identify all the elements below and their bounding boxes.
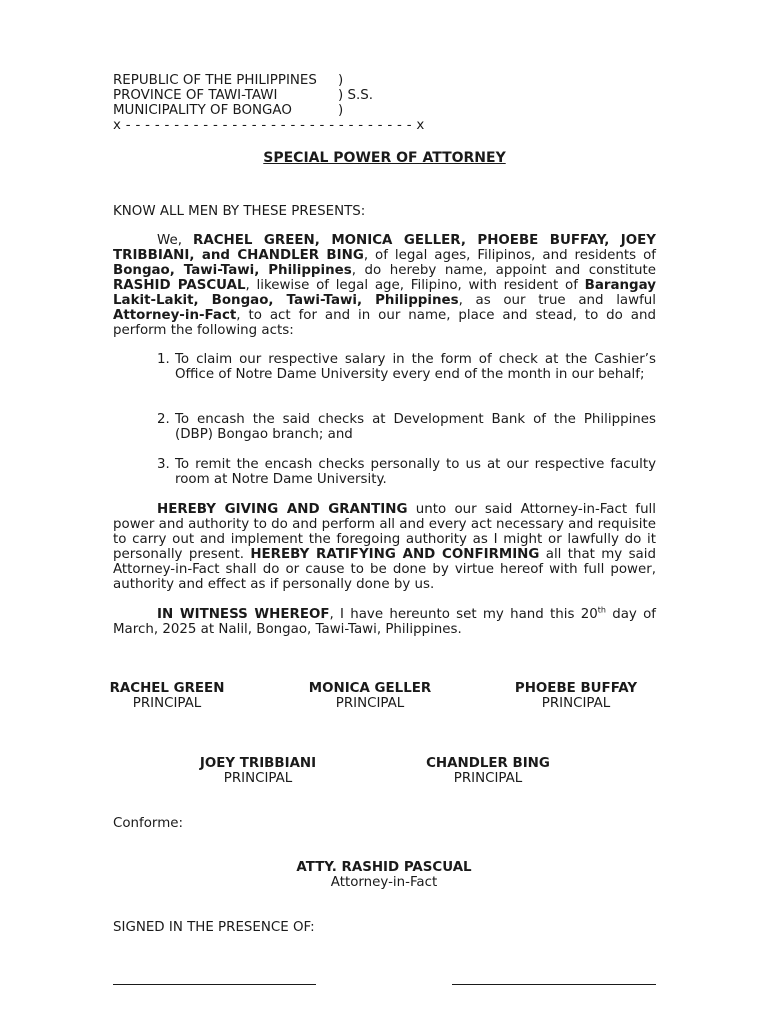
header-province (113, 88, 443, 103)
ratifying-phrase: HEREBY RATIFYING AND CONFIRMING (250, 547, 540, 562)
appointment-paragraph (113, 233, 656, 338)
witness-signature-line (113, 984, 316, 985)
signatory-role: PRINCIPAL (453, 771, 523, 786)
opening-line: KNOW ALL MEN BY THESE PRESENTS: (113, 204, 366, 219)
granting-phrase: HEREBY GIVING AND GRANTING (157, 502, 408, 517)
para1-text-3: , do hereby name, appoint and constitute (351, 263, 656, 278)
municipality-label: MUNICIPALITY OF BONGAO (113, 103, 292, 118)
act-item (157, 412, 656, 442)
attorney-signature-block (284, 860, 484, 890)
republic-label: REPUBLIC OF THE PHILIPPINES (113, 73, 317, 88)
conforme-label: Conforme: (113, 816, 183, 831)
attorney-name: ATTY. RASHID PASCUAL (296, 860, 472, 875)
signature-block (158, 756, 358, 786)
act-text: To encash the said checks at Development Bank of the Philippines (DBP) Bongao branch; and (175, 412, 656, 442)
para1-text-4: , likewise of legal age, Filipino, with resident of (245, 278, 585, 293)
para1-text-5: , as our true and lawful (458, 293, 656, 308)
signatory-role: PRINCIPAL (223, 771, 293, 786)
municipality-mark: ) (338, 103, 344, 118)
witness-whereof-phrase: IN WITNESS WHEREOF (157, 607, 330, 622)
para1-text-6: , to act for and in our name, place and stead, to do and perform the following acts: (113, 308, 656, 338)
signatory-role: PRINCIPAL (335, 696, 405, 711)
signature-block (388, 756, 588, 786)
residence-place: Bongao, Tawi-Tawi, Philippines (113, 263, 352, 278)
granting-paragraph (113, 502, 656, 592)
province-label: PROVINCE OF TAWI-TAWI (113, 88, 278, 103)
witness-paragraph (113, 607, 656, 637)
para1-text-1: We, (157, 233, 194, 248)
attorney-name-inline: RASHID PASCUAL (113, 278, 246, 293)
para2-text-1: unto our said Attorney-in-Fact full power and authority to do and perform all and every act necessary and requisite to carry out and implement the foregoing authority as I might or lawfully do it personally present. (113, 502, 656, 562)
principals-names: RACHEL GREEN, MONICA GELLER, PHOEBE BUFFAY, JOEY TRIBBIANI, and CHANDLER BING (113, 233, 656, 263)
signature-block (67, 681, 267, 711)
para1-text-2: , of legal ages, Filipinos, and residents of (363, 248, 656, 263)
republic-mark: ) (338, 73, 344, 88)
signatory-name: MONICA GELLER (308, 681, 432, 696)
act-number: 1. (157, 352, 170, 367)
signature-block (270, 681, 470, 711)
signatory-name: RACHEL GREEN (109, 681, 225, 696)
signature-block (476, 681, 676, 711)
attorney-role: Attorney-in-Fact (330, 875, 438, 890)
header-republic (113, 73, 443, 88)
act-number: 2. (157, 412, 170, 427)
para2-text-2: all that my said Attorney-in-Fact shall do or cause to be done by virtue hereof with full power, authority and effect as if personally done by us. (113, 547, 656, 592)
signatory-role: PRINCIPAL (541, 696, 611, 711)
act-item (157, 457, 656, 487)
header-separator: x - - - - - - - - - - - - - - - - - - - - - - - - - - - - - - x (113, 118, 425, 133)
para3-text-1: , I have hereunto set my hand this 20 (329, 607, 598, 622)
witness-label: SIGNED IN THE PRESENCE OF: (113, 920, 315, 935)
province-mark: ) S.S. (338, 88, 373, 103)
header-municipality (113, 103, 443, 118)
ordinal-suffix: th (597, 605, 606, 615)
attorney-in-fact-term: Attorney-in-Fact (113, 308, 237, 323)
document-title: SPECIAL POWER OF ATTORNEY (263, 150, 506, 166)
signatory-name: PHOEBE BUFFAY (514, 681, 638, 696)
act-text: To remit the encash checks personally to us at our respective faculty room at Notre Dame University. (175, 457, 656, 487)
act-item (157, 352, 656, 382)
signatory-role: PRINCIPAL (132, 696, 202, 711)
witness-signature-line (452, 984, 656, 985)
act-text: To claim our respective salary in the form of check at the Cashier’s Office of Notre Dame University every end of the month in our behalf; (175, 352, 656, 382)
para3-text-2: day of March, 2025 at Nalil, Bongao, Tawi-Tawi, Philippines. (113, 607, 656, 637)
act-number: 3. (157, 457, 170, 472)
signatory-name: CHANDLER BING (426, 756, 550, 771)
attorney-address: Barangay Lakit-Lakit, Bongao, Tawi-Tawi, Philippines (113, 278, 656, 308)
signatory-name: JOEY TRIBBIANI (199, 756, 317, 771)
